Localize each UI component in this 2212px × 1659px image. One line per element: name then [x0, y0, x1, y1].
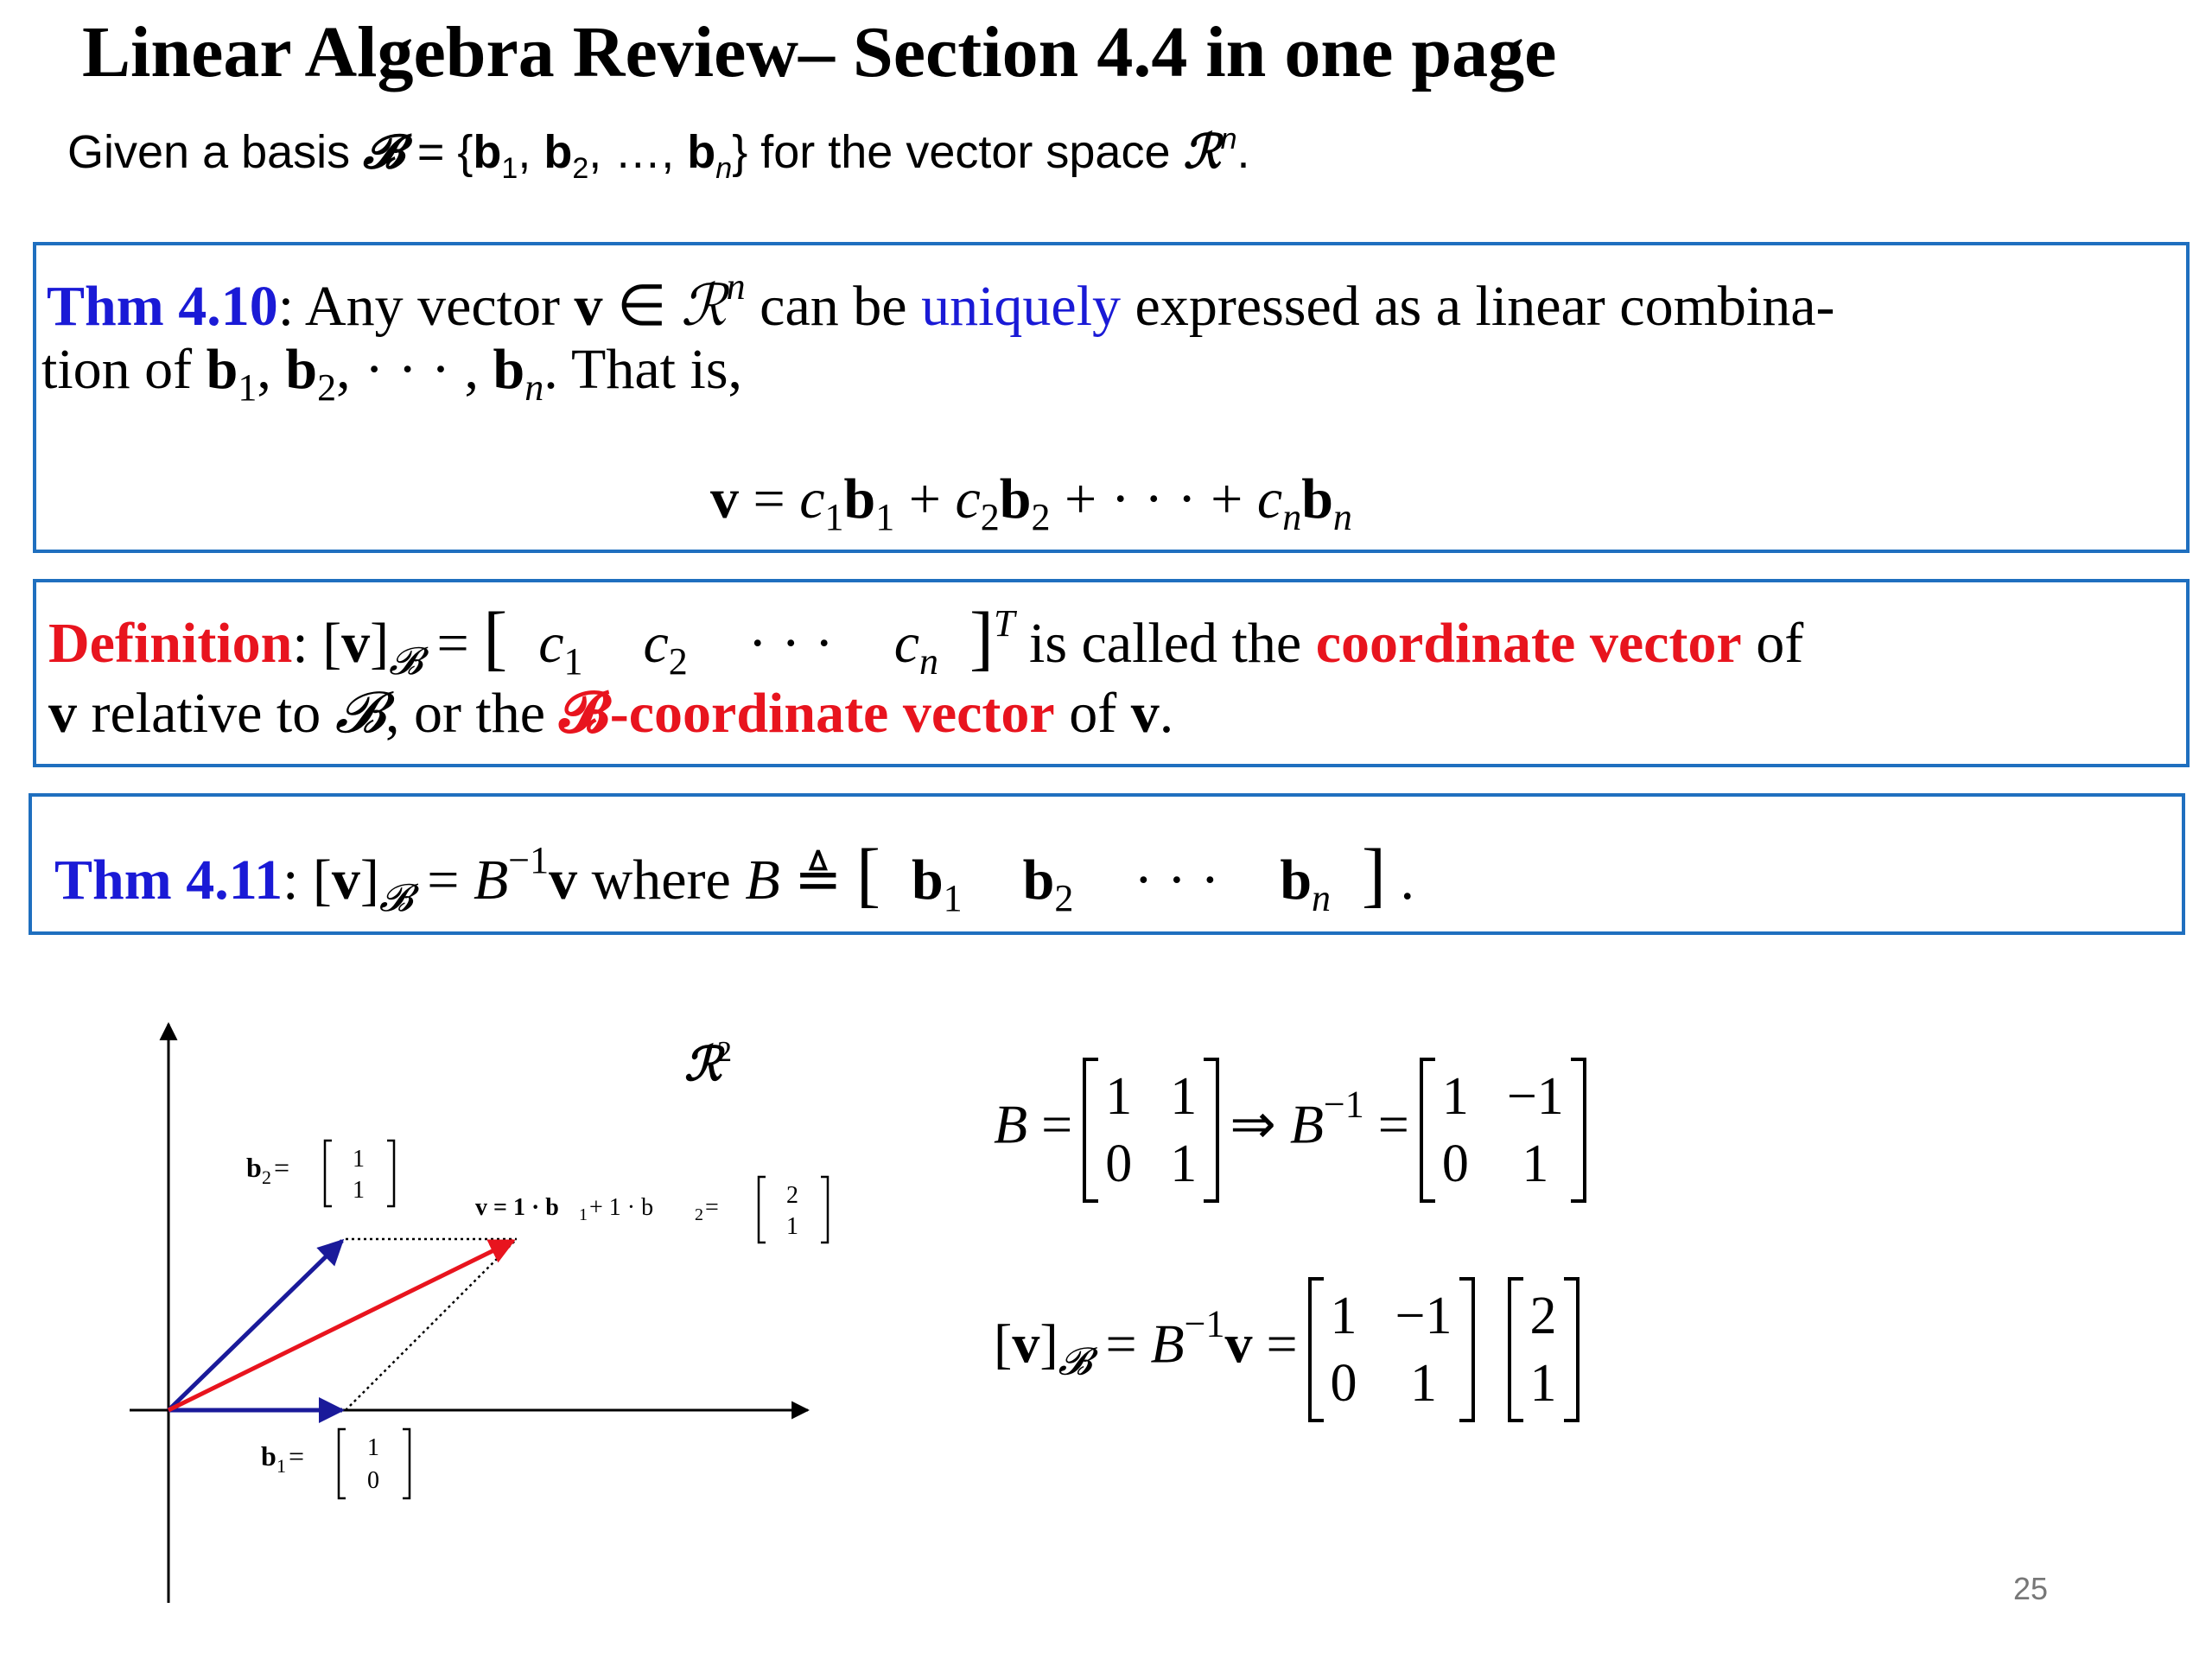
b1-vec-bottom: 0	[367, 1467, 379, 1494]
Binv2-21: 0	[1330, 1354, 1357, 1413]
def-entry-2-sub: 2	[668, 640, 688, 683]
v-vec-bottom: 1	[786, 1213, 798, 1240]
b2-sub: 2	[572, 152, 589, 185]
thm411-line	[54, 833, 1414, 920]
space-sup: n	[1220, 123, 1237, 156]
thm410-n: n	[726, 265, 746, 308]
theorem-4-10-box	[33, 242, 2190, 553]
v-mid: + 1 · b	[589, 1194, 654, 1221]
thm410-R: ℛ	[681, 272, 727, 339]
def-line2-a: relative to	[77, 682, 335, 745]
thm411-where: where	[577, 849, 746, 912]
thm411-defeq: ≜	[779, 849, 856, 912]
thm410-line1	[47, 264, 1835, 340]
def-text-b: of	[1741, 612, 1804, 675]
theorem-4-11-box	[29, 793, 2185, 935]
b1-bracket-left	[339, 1429, 346, 1498]
eq-c2: c	[955, 467, 981, 531]
v-eq: =	[705, 1194, 719, 1221]
mq1-B2: B	[1289, 1093, 1324, 1155]
b2-symbol: b	[543, 126, 573, 178]
def-line2-v: v	[48, 682, 77, 745]
def-text-a: is called the	[1014, 612, 1316, 675]
b2-vec-top: 1	[353, 1146, 365, 1173]
Binv2-22: 1	[1410, 1354, 1438, 1413]
mq2-close: ]	[1039, 1313, 1058, 1375]
thm411-lhs-v: v	[331, 849, 360, 912]
mq2-inv: −1	[1184, 1302, 1225, 1345]
def-entry-1: c	[538, 612, 564, 675]
thm410-bn: b	[493, 338, 525, 401]
thm410-b1: b	[206, 338, 238, 401]
v-arrow	[168, 1241, 513, 1410]
page-number: 25	[2013, 1571, 2049, 1606]
eq-equals: =	[739, 467, 800, 531]
def-bcoord: 𝓑-coordinate vector	[559, 682, 1055, 745]
thm411-col-1-sub: 1	[943, 877, 963, 919]
bn-sub: n	[715, 152, 733, 185]
eq-plus: +	[894, 467, 956, 531]
definition-box	[33, 579, 2190, 767]
b1-sub: 1	[501, 152, 518, 185]
v-sub2: 2	[695, 1205, 703, 1224]
v-bracket-right	[821, 1177, 828, 1243]
set-open: = {	[404, 126, 474, 178]
def-entry-2: c	[643, 612, 669, 675]
b2-vec-bottom: 1	[353, 1177, 365, 1204]
thm411-B2: B	[745, 849, 780, 912]
thm411-col-dots: · · ·	[1134, 849, 1220, 912]
comma-2: ,	[588, 126, 615, 178]
thm410-colon: :	[277, 275, 305, 338]
thm411-lhs-sub: 𝓑	[378, 876, 413, 920]
eq-cn-sub: n	[1282, 496, 1302, 538]
thm410-v: v	[574, 275, 603, 338]
thm410-line2-end: . That is,	[543, 338, 743, 401]
basis-symbol: 𝓑	[363, 124, 404, 179]
thm410-comma: ,	[257, 338, 286, 401]
matrix-equation-2	[994, 1282, 1576, 1417]
v-bracket-left	[759, 1177, 766, 1243]
def-lhs-open: [	[322, 612, 342, 675]
def-entry-n-sub: n	[919, 640, 939, 683]
intro-prefix: Given a basis	[67, 126, 364, 178]
mq1-implies: ⇒	[1216, 1093, 1290, 1155]
thm410-equation	[710, 467, 1352, 539]
thm410-dots: , · · · ,	[336, 338, 493, 401]
def-coordinate-vector: coordinate vector	[1315, 612, 1742, 675]
thm410-text-a: Any vector	[304, 275, 575, 338]
thm411-v: v	[549, 849, 578, 912]
def-transpose: T	[994, 602, 1015, 645]
v-vec-top: 2	[786, 1182, 798, 1209]
dotted-guide-right	[346, 1239, 517, 1410]
thm410-line2-a: tion of	[41, 338, 207, 401]
thm410-label: Thm 4.10	[47, 275, 278, 338]
thm411-col-2-sub: 2	[1054, 877, 1074, 919]
mq2-eq2: =	[1252, 1313, 1312, 1375]
thm410-line2	[41, 337, 742, 410]
comma-1: ,	[518, 126, 544, 178]
mq1-eq: =	[1027, 1093, 1087, 1155]
def-line2-v2: v	[1130, 682, 1160, 745]
bn-symbol: b	[687, 126, 716, 178]
mq2-v2: v	[1224, 1313, 1253, 1375]
vec-1: 2	[1529, 1287, 1557, 1345]
v-column-vector	[1511, 1282, 1576, 1417]
v-label: v = 1 · b	[475, 1194, 559, 1221]
def-line2-end: .	[1159, 682, 1174, 745]
B-11: 1	[1105, 1067, 1133, 1126]
space-symbol: ℛ	[1183, 124, 1221, 179]
thm411-lhs-close: ]	[359, 849, 379, 912]
v-sub1: 1	[579, 1205, 588, 1224]
def-bracket-close: ]	[969, 598, 994, 678]
def-line2-B: 𝓑	[334, 679, 385, 746]
def-label: Definition	[48, 612, 293, 675]
thm411-B: B	[473, 849, 509, 912]
eq-cn: c	[1256, 467, 1283, 531]
B-12: 1	[1170, 1067, 1198, 1126]
eq-b2-sub: 2	[1031, 496, 1051, 538]
Binv-11: 1	[1441, 1067, 1469, 1126]
thm410-uniquely: uniquely	[921, 275, 1122, 338]
b1-bracket-right	[403, 1429, 410, 1498]
def-entry-n: c	[893, 612, 920, 675]
b2-bracket-right	[387, 1141, 394, 1206]
mq1-inv: −1	[1323, 1083, 1364, 1126]
b1-eq: =	[289, 1440, 305, 1471]
thm411-col-2: b	[1022, 849, 1055, 912]
Binv-matrix-2	[1312, 1282, 1471, 1417]
eq-b2: b	[999, 467, 1032, 531]
Binv-21: 0	[1441, 1135, 1469, 1193]
intro-end: .	[1236, 126, 1250, 178]
ellipsis: …,	[614, 126, 688, 178]
vec-2: 1	[1529, 1354, 1557, 1413]
def-line2-c: of	[1054, 682, 1131, 745]
thm410-text-c: expressed as a linear combina-	[1121, 275, 1835, 338]
mq2-open: [	[994, 1313, 1013, 1375]
def-lhs-v: v	[341, 612, 371, 675]
thm410-b1-sub: 1	[238, 366, 257, 409]
B-21: 0	[1105, 1135, 1133, 1193]
def-line1	[48, 596, 1803, 683]
thm410-bn-sub: n	[524, 366, 544, 409]
matrix-equation-1	[994, 1063, 1583, 1198]
b2-bracket-left	[325, 1141, 332, 1206]
thm410-in: ∈	[602, 275, 681, 338]
page-title: Linear Algebra Review– Section 4.4 in one page	[82, 12, 1557, 92]
thm411-col-n-sub: n	[1312, 877, 1332, 919]
eq-c1: c	[799, 467, 825, 531]
thm411-bracket-close: ]	[1362, 835, 1387, 915]
B-matrix	[1086, 1063, 1216, 1198]
Binv2-12: −1	[1395, 1287, 1452, 1345]
b1-label: b	[261, 1440, 276, 1471]
b2-eq: =	[274, 1152, 290, 1183]
b1-vec-top: 1	[367, 1434, 379, 1461]
eq-c2-sub: 2	[980, 496, 1000, 538]
thm411-bracket-open: [	[855, 835, 880, 915]
basis-vector-diagram	[112, 1011, 855, 1616]
Binv2-11: 1	[1330, 1287, 1357, 1345]
thm411-col-n: b	[1280, 849, 1313, 912]
eq-bn-sub: n	[1332, 496, 1352, 538]
mq2-v: v	[1012, 1313, 1040, 1375]
thm411-lhs-open: [	[312, 849, 332, 912]
def-bracket-open: [	[483, 598, 508, 678]
r2-label: ℛ	[684, 1039, 722, 1090]
thm411-inv: −1	[508, 839, 550, 881]
Binv-12: −1	[1506, 1067, 1564, 1126]
B-22: 1	[1170, 1135, 1198, 1193]
mq1-eq2: =	[1363, 1093, 1423, 1155]
Binv-matrix	[1423, 1063, 1583, 1198]
thm411-colon: :	[283, 849, 313, 912]
thm410-text-b: can be	[745, 275, 922, 338]
thm410-b2: b	[285, 338, 318, 401]
thm411-eq: =	[412, 849, 474, 912]
r2-sup: 2	[717, 1036, 732, 1068]
def-eq: =	[422, 612, 484, 675]
def-line2	[48, 679, 1173, 747]
b2-arrow	[168, 1241, 342, 1410]
thm411-end: .	[1386, 849, 1415, 912]
def-entry-dots: · · ·	[747, 612, 834, 675]
b1-label-sub: 1	[276, 1455, 286, 1477]
Binv-22: 1	[1522, 1135, 1549, 1193]
def-line2-b: , or the	[385, 682, 560, 745]
eq-dots: + · · · +	[1050, 467, 1257, 531]
mq2-sub: 𝓑	[1058, 1339, 1092, 1384]
def-colon: :	[292, 612, 323, 675]
def-lhs-close: ]	[370, 612, 390, 675]
intro-text	[67, 123, 1250, 186]
mq2-B: B	[1150, 1313, 1185, 1375]
b2-label: b	[246, 1152, 262, 1183]
eq-bn: b	[1301, 467, 1333, 531]
thm410-b2-sub: 2	[317, 366, 337, 409]
def-lhs-sub: 𝓑	[389, 639, 423, 683]
b2-label-sub: 2	[262, 1166, 271, 1188]
eq-b1: b	[843, 467, 876, 531]
thm411-col-1: b	[911, 849, 944, 912]
eq-b1-sub: 1	[875, 496, 895, 538]
def-entry-1-sub: 1	[563, 640, 583, 683]
b1-symbol: b	[473, 126, 502, 178]
eq-c1-sub: 1	[824, 496, 844, 538]
thm411-label: Thm 4.11	[54, 849, 283, 912]
mq1-B: B	[994, 1093, 1028, 1155]
eq-v: v	[710, 467, 739, 531]
set-close: } for the vector space	[732, 126, 1184, 178]
mq2-eq: =	[1091, 1313, 1151, 1375]
